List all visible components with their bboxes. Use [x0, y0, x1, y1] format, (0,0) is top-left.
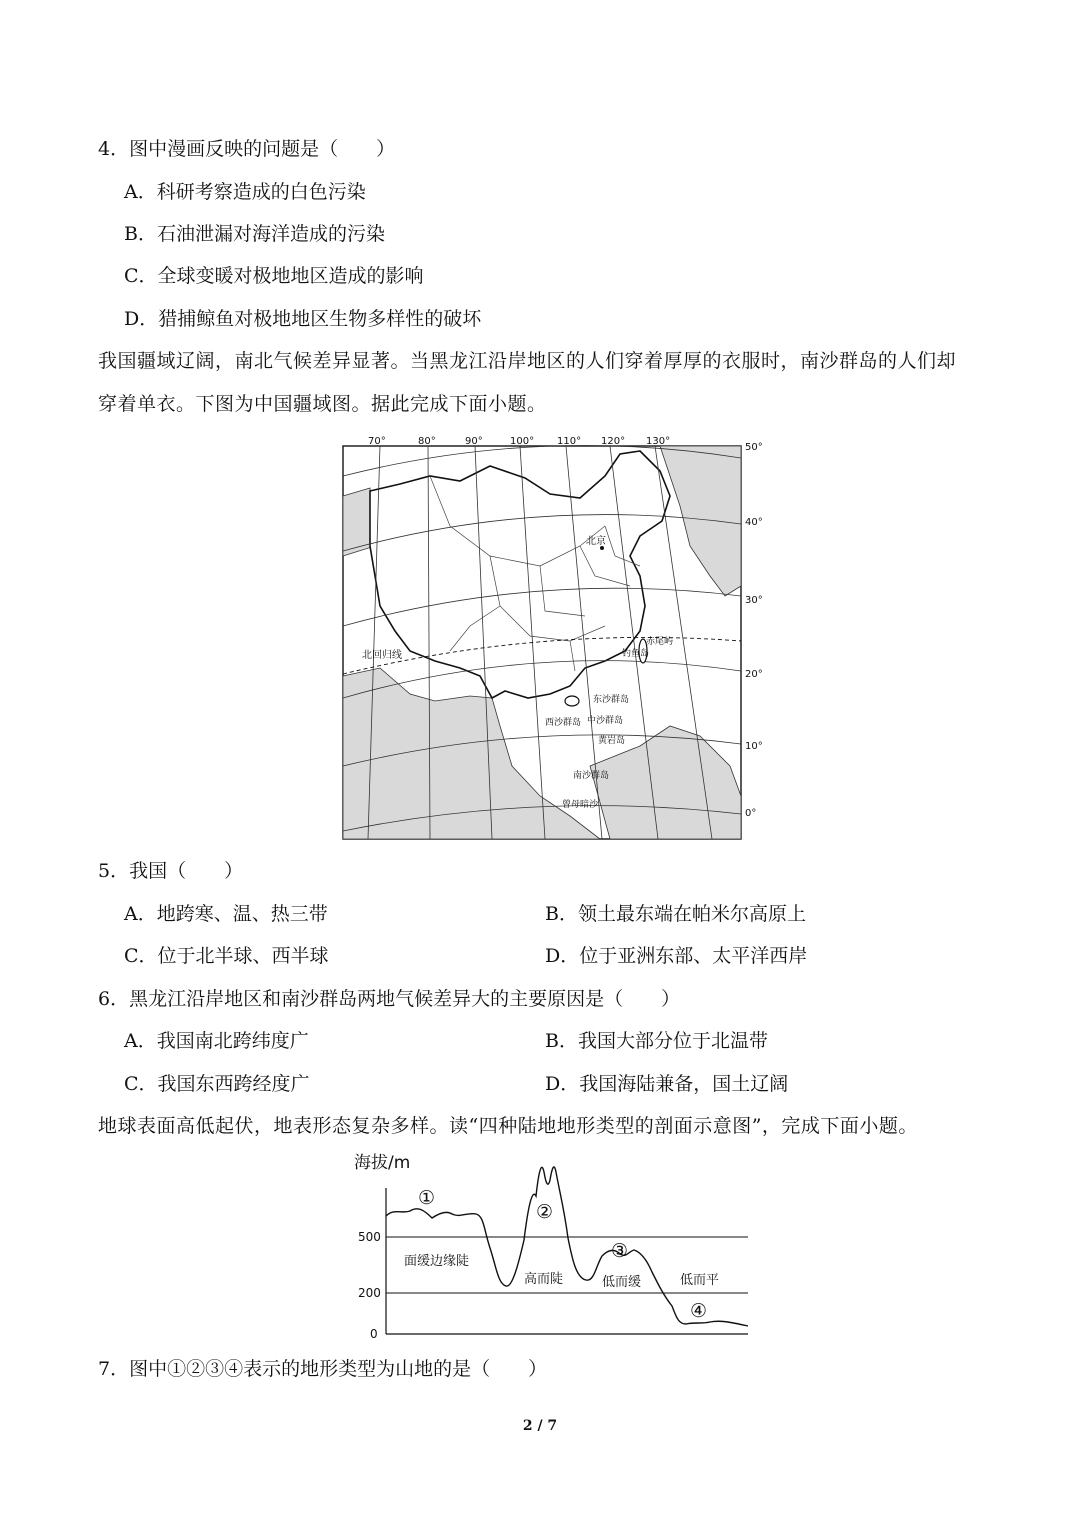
- question-5-option-d: D．位于亚洲东部、太平洋西岸: [545, 945, 808, 967]
- intro-paragraph-1-line-1: 我国疆域辽阔，南北气候差异显著。当黑龙江沿岸地区的人们穿着厚厚的衣服时，南沙群岛的人们却: [98, 350, 957, 372]
- profile-marker-3: ③: [611, 1240, 629, 1262]
- question-4-option-b: B．石油泄漏对海洋造成的污染: [124, 223, 385, 245]
- hainan-shape: [565, 696, 579, 706]
- question-6-option-d: D．我国海陆兼备，国土辽阔: [545, 1073, 789, 1095]
- map-lon-label: 130°: [646, 436, 671, 447]
- question-5-stem: 5．我国（ ）: [98, 860, 244, 882]
- map-lon-label: 90°: [465, 436, 483, 447]
- question-4-option-c: C．全球变暖对极地地区造成的影响: [124, 265, 424, 287]
- question-4-stem: 4．图中漫画反映的问题是（ ）: [98, 138, 396, 160]
- page-number: 2 / 7: [522, 1418, 558, 1434]
- map-label-zengmu: 曾母暗沙: [562, 800, 599, 810]
- profile-desc-3: 低而缓: [602, 1275, 642, 1290]
- china-territory-map: [340, 436, 772, 842]
- map-label-zhongsha: 中沙群岛: [587, 716, 624, 726]
- question-4-option-d: D．猎捕鲸鱼对极地地区生物多样性的破坏: [124, 308, 482, 330]
- map-label-beijing: 北京: [586, 536, 606, 547]
- map-label-tropic: 北回归线: [362, 650, 402, 661]
- profile-tick: 0: [370, 1327, 378, 1341]
- map-label-huangyan: 黄岩岛: [598, 736, 626, 746]
- map-label-nansha: 南沙群岛: [573, 771, 610, 781]
- profile-marker-2: ②: [536, 1201, 554, 1223]
- map-lat-label: 10°: [745, 741, 763, 752]
- question-6-stem: 6．黑龙江沿岸地区和南沙群岛两地气候差异大的主要原因是（ ）: [98, 988, 681, 1010]
- profile-tick: 500: [358, 1230, 381, 1244]
- profile-marker-1: ①: [418, 1187, 436, 1209]
- landform-profile-diagram: [350, 1148, 760, 1342]
- map-lat-label: 40°: [745, 517, 763, 528]
- profile-desc-1: 面缓边缘陡: [404, 1254, 470, 1269]
- question-6-option-b: B．我国大部分位于北温带: [545, 1030, 768, 1052]
- question-6-option-c: C．我国东西跨经度广: [124, 1073, 310, 1095]
- question-5-option-b: B．领土最东端在帕米尔高原上: [545, 903, 806, 925]
- map-lat-label: 0°: [745, 808, 757, 819]
- question-5-option-c: C．位于北半球、西半球: [124, 945, 329, 967]
- profile-marker-4: ④: [690, 1300, 708, 1322]
- map-label-xisha: 西沙群岛: [545, 718, 582, 728]
- profile-desc-2: 高而陡: [524, 1272, 564, 1287]
- intro-paragraph-2: 地球表面高低起伏，地表形态复杂多样。读“四种陆地地形类型的剖面示意图”，完成下面小题。: [98, 1115, 918, 1137]
- profile-tick: 200: [358, 1286, 381, 1300]
- map-lat-label: 20°: [745, 669, 763, 680]
- question-7-stem: 7．图中①②③④表示的地形类型为山地的是（ ）: [98, 1358, 548, 1380]
- profile-desc-4: 低而平: [680, 1273, 720, 1288]
- question-6-option-a: A．我国南北跨纬度广: [124, 1030, 309, 1052]
- question-5-option-a: A．地跨寒、温、热三带: [124, 903, 328, 925]
- map-lon-label: 80°: [418, 436, 436, 447]
- question-4-option-a: A．科研考察造成的白色污染: [124, 181, 366, 203]
- intro-paragraph-1-line-2: 穿着单衣。下图为中国疆域图。据此完成下面小题。: [98, 393, 547, 415]
- map-lon-label: 100°: [510, 436, 535, 447]
- map-label-diaoyu: 钓鱼岛: [622, 649, 650, 659]
- map-lon-label: 70°: [368, 436, 386, 447]
- map-lat-label: 30°: [745, 595, 763, 606]
- map-lon-label: 120°: [601, 436, 626, 447]
- map-lat-label: 50°: [745, 442, 763, 453]
- map-lon-label: 110°: [557, 436, 582, 447]
- map-label-chiwei: 赤尾屿: [646, 637, 674, 647]
- map-label-dongsha: 东沙群岛: [593, 695, 630, 705]
- profile-ylabel: 海拔/m: [354, 1153, 411, 1173]
